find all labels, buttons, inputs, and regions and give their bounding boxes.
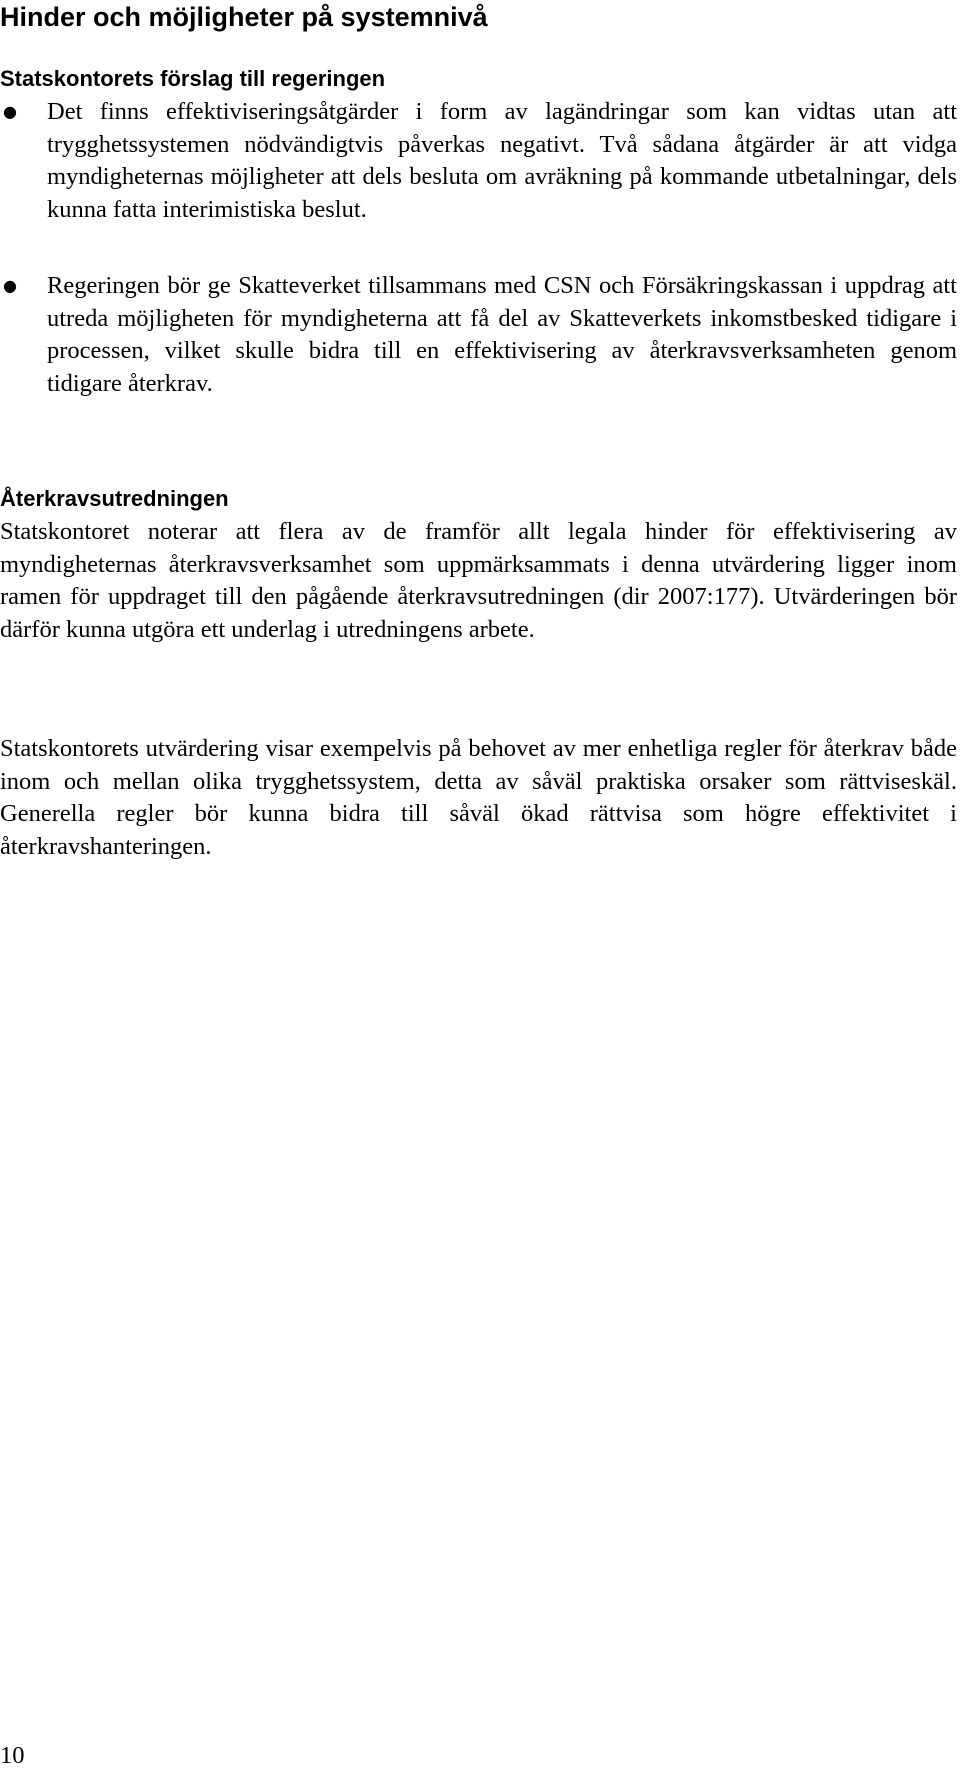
- section-heading-proposals: Statskontorets förslag till regeringen: [0, 66, 386, 91]
- bullet-text: Det finns effektiviseringsåtgärder i form av lagändringar som kan vidtas utan att trygghetssystemen nödvändigtvis påverkas negativt. Två sådana åtgärder är att vidga myndigheternas möjligheter att dels besluta om avräkning på kommande utbetalningar, dels kunna fatta interimistiska beslut.: [47, 98, 957, 223]
- section-heading-recovery-inquiry: Återkravsutredningen: [0, 486, 229, 511]
- body-paragraph: Statskontoret noterar att flera av de framför allt legala hinder för effektivisering av myndigheternas återkravsverksamhet som uppmärksammats i denna utvärdering ligger inom ramen för uppdraget till den pågående återkravsutredningen (dir 2007:177). Utvärderingen bör därför kunna utgöra ett underlag i utredningens arbete.: [0, 518, 957, 643]
- page-title: Hinder och möjligheter på systemnivå: [0, 2, 488, 32]
- bullet-icon: ●: [3, 102, 17, 121]
- bullet-text: Regeringen bör ge Skatteverket tillsammans med CSN och Försäkringskassan i uppdrag att utreda möjligheten för myndigheterna att få del av Skatteverkets inkomstbesked tidigare i processen, vilket skulle bidra till en effektivisering av återkravsverksamheten genom tidigare återkrav.: [47, 272, 957, 397]
- page-number: 10: [0, 1742, 25, 1769]
- body-paragraph: Statskontorets utvärdering visar exempelvis på behovet av mer enhetliga regler för återkrav både inom och mellan olika trygghetssystem, detta av såväl praktiska orsaker som rättviseskäl. Generella regler bör kunna bidra till såväl ökad rättvisa som högre effektivitet i återkravshanteringen.: [0, 735, 957, 860]
- bullet-icon: ●: [3, 276, 17, 295]
